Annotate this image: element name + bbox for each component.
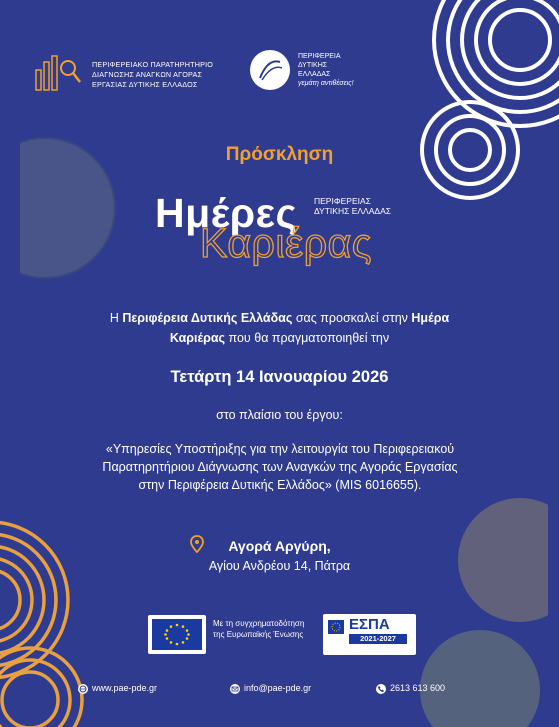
intro-text3: που θα πραγματοποιηθεί την — [225, 331, 390, 345]
globe-icon — [78, 684, 88, 694]
footer-phone[interactable] — [376, 683, 445, 694]
website-text[interactable]: www.pae-pde.gr — [92, 683, 158, 693]
venue-name: Αγορά Αργύρη, — [228, 538, 331, 554]
espa-title: ΕΣΠΑ — [349, 616, 390, 633]
observatory-logo-text — [92, 60, 213, 90]
project-line1: «Υπηρεσίες Υποστήριξης για την λειτουργία του Περιφερειακού — [105, 442, 455, 456]
event-title-line2: Καριέρας — [200, 220, 373, 266]
intro-bold2: Ημέρα — [411, 311, 450, 325]
event-date: Τετάρτη 14 Ιανουαρίου 2026 — [170, 368, 389, 386]
cofunding-line1: Με τη συγχρηματοδότηση — [213, 619, 305, 628]
cofunding-line2: της Ευρωπαϊκής Ένωσης — [213, 630, 304, 639]
mail-icon — [230, 684, 240, 694]
intro-text2: σας προσκαλεί στην — [292, 311, 412, 325]
event-sub1: ΠΕΡΙΦΕΡΕΙΑΣ — [314, 196, 371, 206]
project-line2: Παρατηρητήριου Διάγνωσης των Αναγκών της Αγοράς Εργασίας — [102, 460, 458, 474]
eu-mini-flag-icon — [328, 620, 344, 634]
intro-line1 — [0, 308, 559, 328]
project-context: στο πλαίσιο του έργου: — [216, 408, 343, 422]
phone-icon — [376, 684, 386, 694]
region-logo-icon — [248, 48, 292, 92]
observatory-line1: ΠΕΡΙΦΕΡΕΙΑΚΟ ΠΑΡΑΤΗΡΗΤΗΡΙΟ — [92, 60, 214, 69]
footer-email[interactable] — [230, 683, 311, 694]
footer-website[interactable] — [78, 683, 157, 694]
event-sub2: ΔΥΤΙΚΗΣ ΕΛΛΑΔΑΣ — [314, 206, 391, 216]
observatory-logo-icon — [34, 50, 86, 92]
project-description — [60, 440, 500, 494]
cofunding-text — [213, 618, 304, 640]
phone-text[interactable]: 2613 613 600 — [390, 683, 446, 693]
intro-line2 — [0, 328, 559, 348]
espa-years: 2021-2027 — [349, 634, 407, 644]
espa-logo — [323, 614, 416, 655]
region-line1: ΠΕΡΙΦΕΡΕΙΑ — [298, 53, 341, 60]
observatory-line2: ΔΙΑΓΝΩΣΗΣ ΑΝΑΓΚΩΝ ΑΓΟΡΑΣ — [92, 70, 203, 79]
project-line3: στην Περιφέρεια Δυτικής Ελλάδος» (MIS 6016655). — [138, 478, 422, 492]
observatory-line3: ΕΡΓΑΣΙΑΣ ΔΥΤΙΚΗΣ ΕΛΛΑΔΟΣ — [92, 80, 198, 89]
invitation-title: Πρόσκληση — [225, 144, 334, 165]
region-slogan: γεμάτη αντιθέσεις! — [298, 80, 354, 87]
intro-bold3: Καριέρας — [169, 331, 226, 345]
venue-address: Αγίου Ανδρέου 14, Πάτρα — [208, 559, 351, 573]
event-title-line1: Ημέρες — [155, 190, 298, 236]
region-line2: ΔΥΤΙΚΗΣ — [298, 62, 328, 69]
region-logo-text — [298, 52, 354, 88]
email-text[interactable]: info@pae-pde.gr — [244, 683, 312, 693]
region-line3: ΕΛΛΑΔΑΣ — [298, 71, 331, 78]
intro-text1: Η — [109, 311, 123, 325]
event-title-subtitle — [314, 196, 391, 216]
intro-bold1: Περιφέρεια Δυτικής Ελλάδας — [122, 311, 293, 325]
eu-flag-logo — [148, 615, 206, 654]
